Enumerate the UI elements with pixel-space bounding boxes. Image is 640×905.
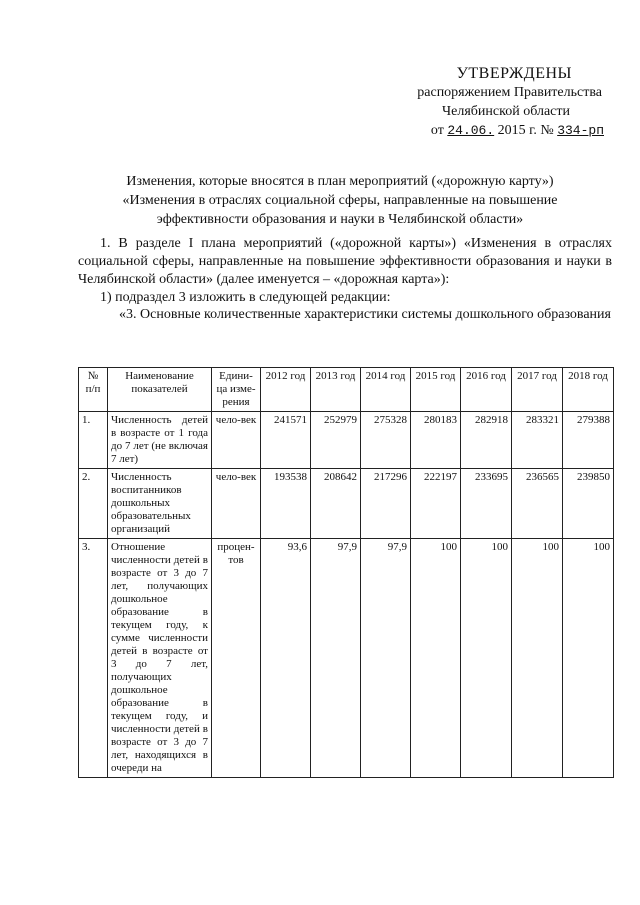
- row-name: Отношение численности детей в возрасте от 3 до 7 лет, получающих дошкольное образование в текущем году, к сумме численности детей в возрасте от 3 до 7 лет, получающих дошкольное образование в текущем году, и численности детей в возрасте от 3 до 7 лет, находящихся в очереди на: [108, 539, 212, 778]
- row-value-2013: 97,9: [311, 539, 361, 778]
- table-header-row: [79, 368, 614, 412]
- table-row: [79, 469, 614, 539]
- row-unit: процен-тов: [212, 539, 261, 778]
- row-value-2013: 208642: [311, 469, 361, 539]
- row-value-2013: 252979: [311, 412, 361, 469]
- row-value-2012: 93,6: [261, 539, 311, 778]
- header-unit: Едини-ца изме-рения: [212, 368, 261, 412]
- row-value-2016: 100: [461, 539, 512, 778]
- row-unit: чело-век: [212, 412, 261, 469]
- header-2018: 2018 год: [563, 368, 614, 412]
- header-2014: 2014 год: [361, 368, 411, 412]
- approval-number: 334-рп: [557, 123, 604, 138]
- row-value-2014: 275328: [361, 412, 411, 469]
- approval-line-1: распоряжением Правительства: [417, 85, 602, 100]
- paragraph-1: 1. В разделе I плана мероприятий («дорожной карты») «Изменения в отраслях социальной сферы, направленные на повышение эффективности образования и науки в Челябинской области» (далее именуется – «дорожная карта»):: [78, 236, 612, 287]
- row-unit: чело-век: [212, 469, 261, 539]
- row-value-2015: 222197: [411, 469, 461, 539]
- row-value-2012: 241571: [261, 412, 311, 469]
- header-2013: 2013 год: [311, 368, 361, 412]
- header-2015: 2015 год: [411, 368, 461, 412]
- row-value-2017: 283321: [512, 412, 563, 469]
- row-value-2018: 239850: [563, 469, 614, 539]
- approval-date-line: [364, 121, 604, 140]
- row-value-2016: 233695: [461, 469, 512, 539]
- table-row: [79, 539, 614, 778]
- approval-date: 24.06.: [447, 123, 495, 138]
- header-2016: 2016 год: [461, 368, 512, 412]
- row-num: 3.: [79, 539, 108, 778]
- approval-block: [364, 64, 604, 140]
- approval-year-label: 2015 г. №: [497, 123, 554, 138]
- row-num: 1.: [79, 412, 108, 469]
- row-value-2016: 282918: [461, 412, 512, 469]
- row-num: 2.: [79, 469, 108, 539]
- header-num: № п/п: [79, 368, 108, 412]
- row-name: Численность воспитанников дошкольных образовательных организаций: [108, 469, 212, 539]
- row-value-2015: 280183: [411, 412, 461, 469]
- row-value-2018: 279388: [563, 412, 614, 469]
- row-value-2017: 100: [512, 539, 563, 778]
- heading-line-1: Изменения, которые вносятся в план мероприятий («дорожную карту»): [126, 174, 554, 189]
- row-value-2014: 217296: [361, 469, 411, 539]
- approval-line-2: Челябинской области: [442, 104, 570, 119]
- header-2012: 2012 год: [261, 368, 311, 412]
- header-name: Наименование показателей: [108, 368, 212, 412]
- heading-line-2: «Изменения в отраслях социальной сферы, направленные на повышение: [122, 193, 558, 208]
- document-body: [78, 235, 612, 322]
- approval-title: УТВЕРЖДЕНЫ: [456, 65, 572, 82]
- paragraph-3: «3. Основные количественные характеристики системы дошкольного образования: [119, 307, 611, 322]
- header-2017: 2017 год: [512, 368, 563, 412]
- row-name: Численность детей в возрасте от 1 года до 7 лет (не включая 7 лет): [108, 412, 212, 469]
- preschool-table: [78, 367, 614, 778]
- row-value-2017: 236565: [512, 469, 563, 539]
- paragraph-2: 1) подраздел 3 изложить в следующей редакции:: [100, 290, 391, 305]
- row-value-2015: 100: [411, 539, 461, 778]
- heading-line-3: эффективности образования и науки в Челябинской области»: [156, 212, 524, 227]
- row-value-2018: 100: [563, 539, 614, 778]
- approval-from-label: от: [430, 123, 444, 138]
- row-value-2012: 193538: [261, 469, 311, 539]
- document-heading: [60, 172, 620, 229]
- table-row: [79, 412, 614, 469]
- row-value-2014: 97,9: [361, 539, 411, 778]
